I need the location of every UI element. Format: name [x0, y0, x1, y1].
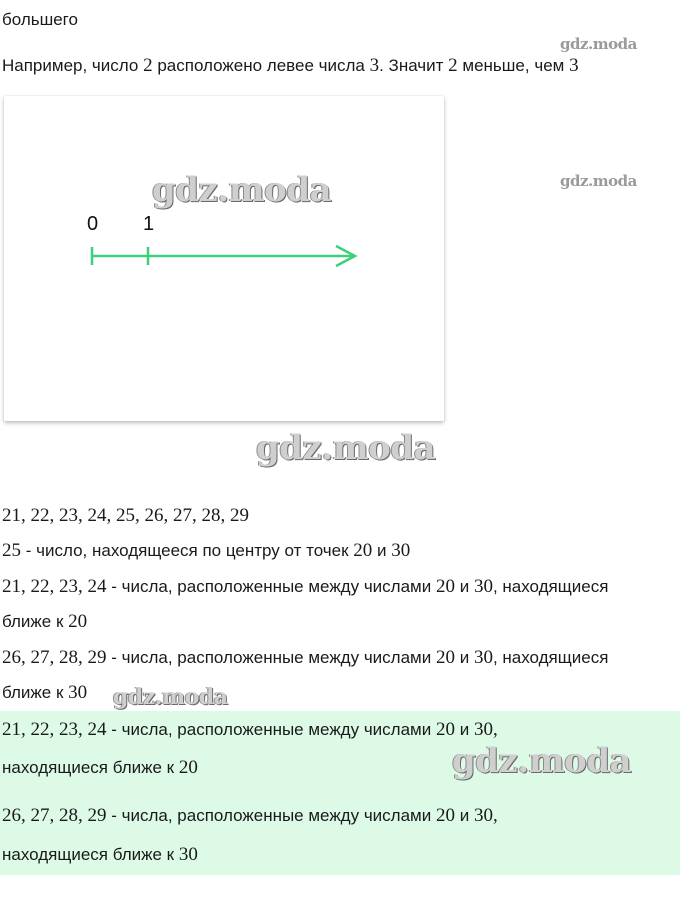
answer-low-line-cont	[2, 757, 198, 779]
answer-high-tail: находящиеся ближе к	[2, 845, 175, 864]
number-sequence: 21, 22, 23, 24, 25, 26, 27, 28, 29	[2, 505, 249, 526]
example-text: . Значит	[379, 56, 444, 75]
conjunction: и	[459, 806, 470, 825]
low-b: 30	[473, 576, 493, 597]
answer-low-a: 20	[435, 719, 455, 740]
example-number: 2	[143, 55, 153, 76]
low-line-cont	[2, 611, 87, 633]
center-b: 30	[391, 540, 411, 561]
high-a: 20	[435, 647, 455, 668]
center-line	[2, 540, 410, 562]
high-text: - числа, расположенные между числами	[111, 648, 432, 667]
intro-example-line	[2, 55, 579, 77]
center-number: 25	[2, 540, 21, 561]
conjunction: и	[459, 577, 470, 596]
high-closer: ближе к	[2, 683, 64, 702]
answer-box	[0, 711, 680, 875]
example-text: меньше, чем	[462, 56, 565, 75]
example-number: 3	[569, 55, 579, 76]
low-numbers: 21, 22, 23, 24	[2, 576, 107, 597]
answer-low-tail: находящиеся ближе к	[2, 758, 175, 777]
example-number: 2	[448, 55, 458, 76]
answer-low-numbers: 21, 22, 23, 24	[2, 719, 107, 740]
answer-high-line	[2, 805, 498, 827]
answer-high-numbers: 26, 27, 28, 29	[2, 805, 107, 826]
intro-line-top	[2, 10, 78, 30]
watermark: gdz.moda	[452, 741, 632, 781]
number-line-figure	[4, 96, 444, 421]
center-text: - число, находящееся по центру от точек	[25, 541, 349, 560]
answer-low-text: - числа, расположенные между числами	[111, 720, 432, 739]
tick-label-0: 0	[87, 213, 99, 235]
answer-high-target: 30	[178, 844, 198, 865]
center-a: 20	[353, 540, 373, 561]
watermark: gdz.moda	[560, 35, 637, 53]
intro-text: большего	[2, 10, 78, 29]
answer-low-b: 30,	[473, 719, 498, 740]
high-line	[2, 647, 608, 669]
example-prefix: Например, число	[2, 56, 139, 75]
conjunction: и	[459, 720, 470, 739]
high-target: 30	[68, 682, 88, 703]
high-numbers: 26, 27, 28, 29	[2, 647, 107, 668]
example-text: расположено левее числа	[157, 56, 365, 75]
high-tail: , находящиеся	[492, 648, 609, 667]
number-line-svg	[4, 96, 444, 421]
watermark: gdz.moda	[560, 172, 637, 190]
sequence-line	[2, 505, 249, 527]
low-text: - числа, расположенные между числами	[111, 577, 432, 596]
conjunction: и	[377, 541, 387, 560]
low-closer: ближе к	[2, 612, 64, 631]
low-line	[2, 576, 608, 598]
watermark: gdz.moda	[256, 428, 436, 468]
watermark: gdz.moda	[113, 684, 228, 710]
answer-high-text: - числа, расположенные между числами	[111, 806, 432, 825]
answer-high-a: 20	[435, 805, 455, 826]
answer-high-line-cont	[2, 844, 198, 866]
high-b: 30	[473, 647, 493, 668]
low-target: 20	[68, 611, 88, 632]
example-number: 3	[369, 55, 380, 76]
answer-low-line	[2, 719, 498, 741]
low-a: 20	[435, 576, 455, 597]
conjunction: и	[459, 648, 470, 667]
answer-high-b: 30,	[473, 805, 498, 826]
answer-low-target: 20	[178, 757, 198, 778]
watermark: gdz.moda	[152, 170, 332, 210]
low-tail: , находящиеся	[492, 577, 609, 596]
tick-label-1: 1	[143, 213, 155, 235]
high-line-cont	[2, 682, 87, 704]
